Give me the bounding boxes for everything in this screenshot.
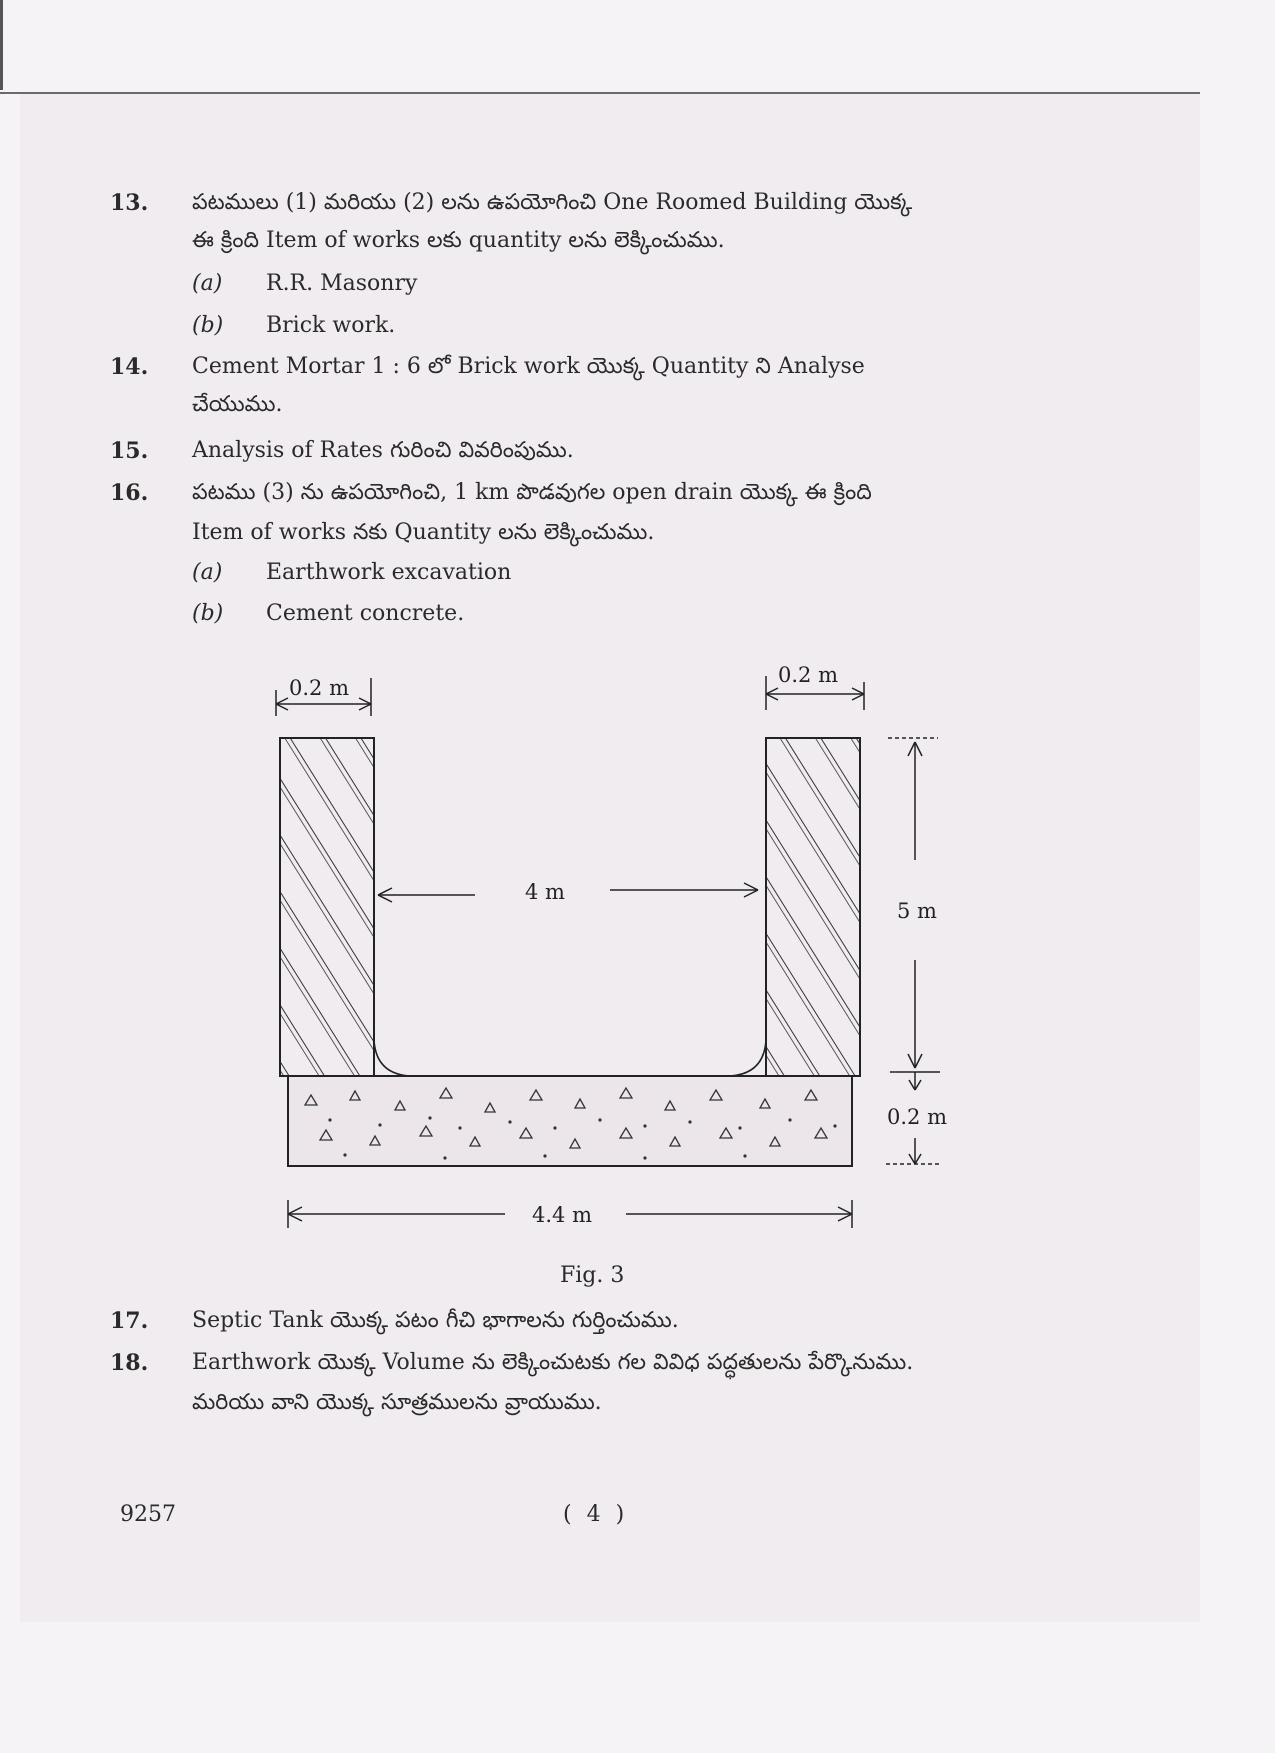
concrete-base [288, 1076, 852, 1166]
subitem-label: (b) [192, 601, 224, 626]
figure-caption: Fig. 3 [560, 1263, 625, 1288]
subitem-label: (a) [192, 271, 223, 296]
label-base-thickness: 0.2 m [887, 1105, 947, 1129]
subitem-text: R.R. Masonry [266, 271, 418, 296]
subitem-text: Brick work. [266, 313, 396, 338]
paper-code: 9257 [120, 1502, 176, 1527]
right-wall [766, 738, 860, 1076]
question-number: 13. [110, 190, 149, 216]
subitem-label: (b) [192, 313, 224, 338]
label-total-width: 4.4 m [532, 1203, 592, 1227]
question-text-line: Cement Mortar 1 : 6 లో Brick work యొక్క Quantity ని Analyse [192, 354, 865, 379]
page-number: ( 4 ) [563, 1502, 629, 1527]
subitem-label: (a) [192, 560, 223, 585]
question-number: 18. [110, 1350, 149, 1376]
left-wall [280, 738, 374, 1076]
label-wall-height: 5 m [897, 899, 937, 923]
subitem-text: Earthwork excavation [266, 560, 512, 585]
question-text-line: Septic Tank యొక్క పటం గీచి భాగాలను గుర్తించుము. [192, 1308, 679, 1333]
question-text-line: Analysis of Rates గురించి వివరింపుము. [192, 438, 574, 463]
question-text-line: పటములు (1) మరియు (2) లను ఉపయోగించి One Roomed Building యొక్క [192, 190, 913, 215]
dim-inner-width [378, 883, 758, 902]
right-fillet [730, 1040, 766, 1076]
question-text-line: చేయుము. [192, 392, 283, 417]
question-number: 14. [110, 354, 149, 380]
question-text-line: మరియు వాని యొక్క సూత్రములను వ్రాయుము. [192, 1390, 602, 1415]
label-inner-width: 4 m [525, 880, 565, 904]
left-fillet [374, 1040, 410, 1076]
question-number: 15. [110, 438, 149, 464]
question-text-line: ఈ క్రింది Item of works లకు quantity లను లెక్కించుము. [192, 228, 725, 253]
question-number: 16. [110, 480, 149, 506]
question-text-line: పటము (3) ను ఉపయోగించి, 1 km పొడవుగల open drain యొక్క ఈ క్రింది [192, 480, 872, 505]
subitem-text: Cement concrete. [266, 601, 465, 626]
question-text-line: Earthwork యొక్క Volume ను లెక్కించుటకు గల వివిధ పద్ధతులను పేర్కొనుము. [192, 1350, 914, 1375]
question-text-line: Item of works నకు Quantity లను లెక్కించుము. [192, 520, 655, 545]
question-number: 17. [110, 1308, 149, 1334]
label-left-wall-thickness: 0.2 m [289, 676, 349, 700]
label-right-wall-thickness: 0.2 m [778, 663, 838, 687]
